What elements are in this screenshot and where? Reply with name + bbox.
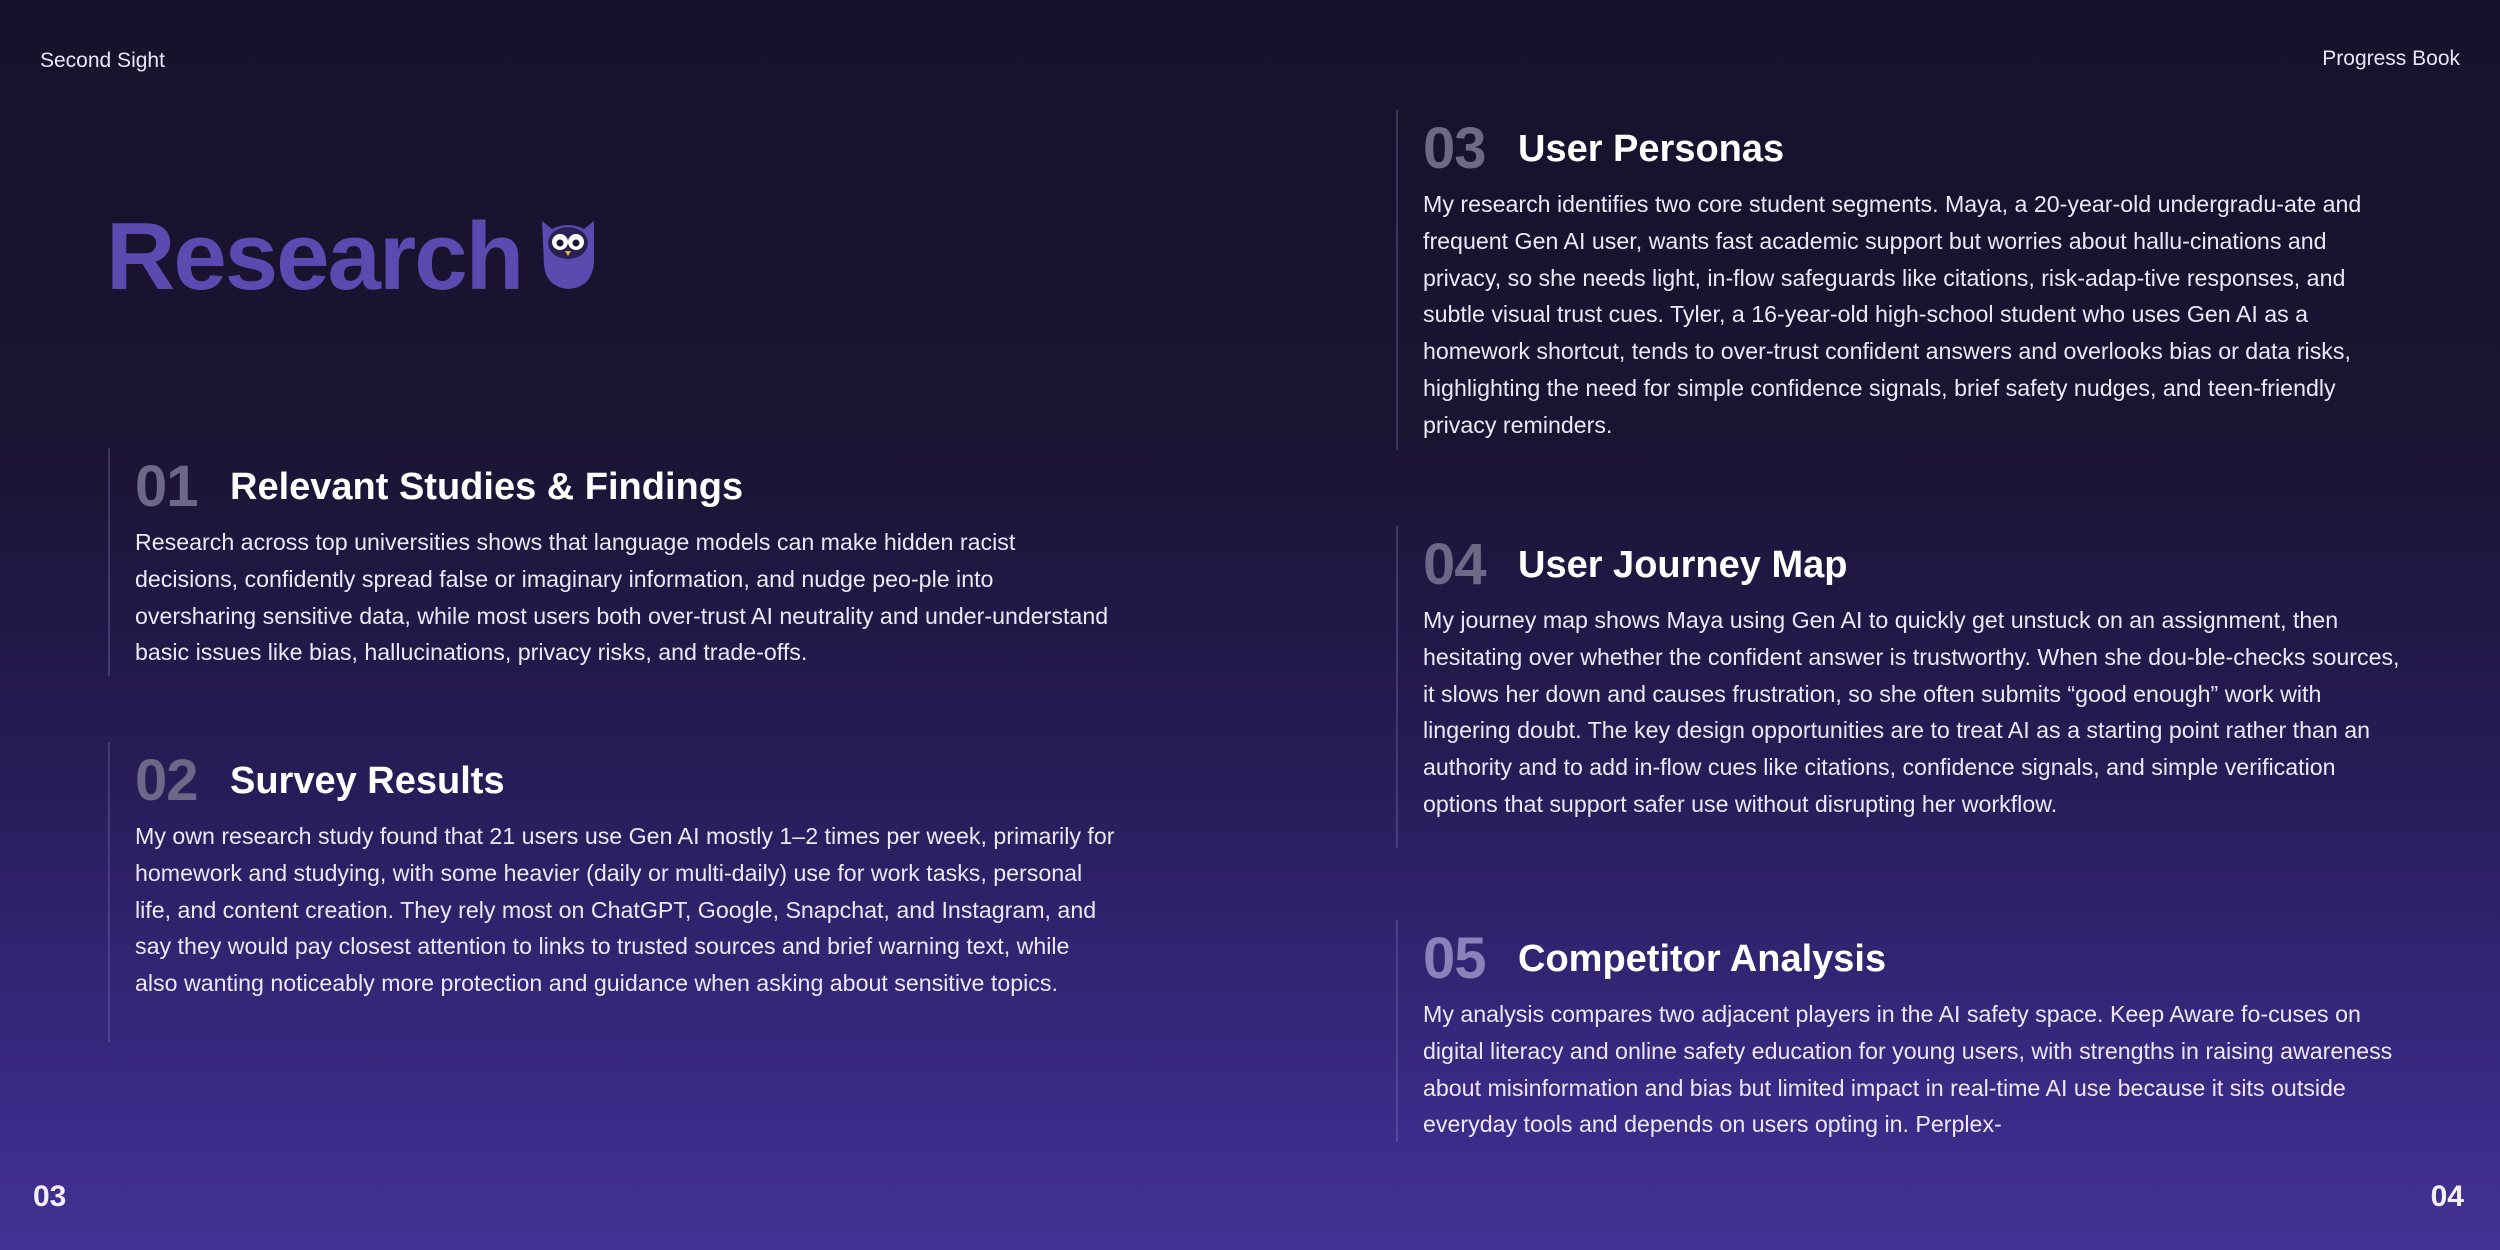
page-title-block (106, 203, 598, 310)
section-user-journey-map (1396, 526, 2406, 848)
section-body: My journey map shows Maya using Gen AI to quickly get unstuck on an assignment, then hesitating over whether the confident answer is trustworthy. When she dou-ble-checks sources, it slows her down and causes frustration, so she often submits “good enough” work with lingering doubt. The key design opportunities are to treat AI as a starting point rather than an authority and to add in-flow cues like citations, confidence signals, and simple verification options that support safer use without disrupting her workflow. (1423, 607, 2400, 817)
section-heading: Competitor Analysis (1518, 937, 1887, 980)
section-heading: User Journey Map (1518, 543, 1848, 586)
page-title: Research (106, 203, 523, 310)
section-survey-results (108, 742, 1118, 1042)
section-heading: User Personas (1518, 127, 1785, 170)
page-number-right: 04 (2430, 1180, 2464, 1213)
section-number: 04 (1423, 532, 1486, 597)
owl-icon (538, 215, 598, 291)
section-body: My research identifies two core student segments. Maya, a 20-year-old undergradu-ate and frequent Gen AI user, wants fast academic support but worries about hallu-cinations and privacy, so she needs light, in-flow safeguards like citations, risk-adap-tive responses, and subtle visual trust cues. Tyler, a 16-year-old high-school student who uses Gen AI as a homework shortcut, tends to over-trust confident answers and overlooks bias or data risks, highlighting the need for simple confidence signals, brief safety nudges, and teen-friendly privacy reminders. (1423, 191, 2362, 438)
book-title: Progress Book (2322, 47, 2460, 70)
section-relevant-studies (108, 448, 1118, 676)
section-heading: Relevant Studies & Findings (230, 465, 744, 508)
brand-name: Second Sight (40, 49, 165, 72)
section-body: Research across top universities shows that language models can make hidden racist decisions, confidently spread false or imaginary information, and nudge peo-ple into oversharing sensitive data, while most users both over-trust AI neutrality and under-understand basic issues like bias, hallucinations, privacy risks, and trade-offs. (135, 529, 1109, 666)
section-user-personas (1396, 110, 2406, 450)
section-competitor-analysis (1396, 920, 2406, 1142)
section-number: 05 (1423, 926, 1486, 991)
section-heading: Survey Results (230, 759, 505, 802)
page-number-left: 03 (33, 1180, 67, 1213)
section-body: My own research study found that 21 users use Gen AI mostly 1–2 times per week, primarily for homework and studying, with some heavier (daily or multi-daily) use for work tasks, personal life, and content creation. They rely most on ChatGPT, Google, Snapchat, and Instagram, and say they would pay closest attention to links to trusted sources and brief warning text, while also wanting noticeably more protection and guidance when asking about sensitive topics. (135, 823, 1115, 997)
section-number: 01 (135, 454, 198, 519)
section-number: 03 (1423, 116, 1486, 181)
section-number: 02 (135, 748, 198, 813)
section-body: My analysis compares two adjacent players in the AI safety space. Keep Aware fo-cuses on digital literacy and online safety education for young users, with strengths in raising awareness about misinformation and bias but limited impact in real-time AI use because it sits outside everyday tools and depends on users opting in. Perplex- (1423, 1001, 2393, 1138)
